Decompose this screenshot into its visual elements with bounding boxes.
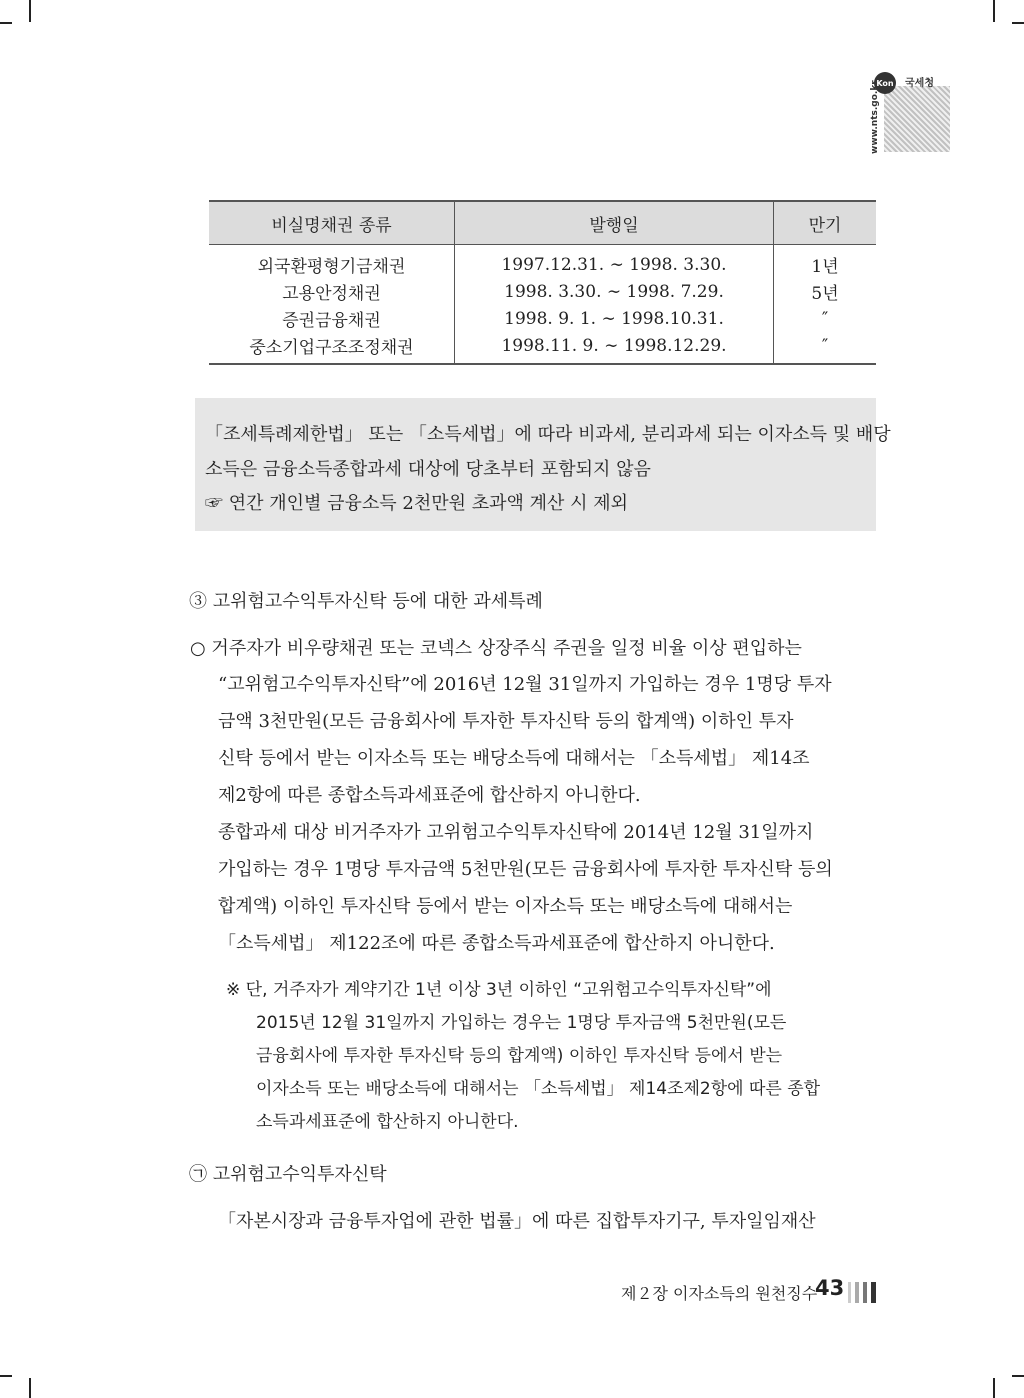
note-box <box>195 398 891 531</box>
footer-bar <box>863 1282 867 1303</box>
crop-mark <box>29 1378 31 1398</box>
crop-mark <box>0 22 12 24</box>
logo-name: 국세청 <box>905 78 934 89</box>
paragraph-line: 신탁 등에서 받는 이자소득 또는 배당소득에 대해서는 「소득세법」 제14조 <box>218 748 810 769</box>
footer-bar <box>848 1282 851 1303</box>
paragraph-line: 금액 3천만원(모든 금융회사에 투자한 투자신탁 등의 합계액) 이하인 투자 <box>218 711 794 732</box>
cell-issue-date: 1998.11. 9. ∼ 1998.12.29. <box>455 332 774 364</box>
cell-bond-type: 중소기업구조조정채권 <box>209 332 455 364</box>
remark-line: 금융회사에 투자한 투자신탁 등의 합계액) 이하인 투자신탁 등에서 받는 <box>256 1046 783 1066</box>
paragraph-line: 종합과세 대상 비거주자가 고위험고수익투자신탁에 2014년 12월 31일까지 <box>218 822 814 843</box>
remark-line: 2015년 12월 31일까지 가입하는 경우는 1명당 투자금액 5천만원(모든 <box>256 1013 787 1033</box>
paragraph-line: 「자본시장과 금융투자업에 관한 법률」에 따른 집합투자기구, 투자일임재산 <box>218 1211 816 1232</box>
logo-url: www.nts.go.kr <box>870 80 880 154</box>
table-row <box>209 278 876 305</box>
section-title: ③ 고위험고수익투자신탁 등에 대한 과세특례 <box>189 591 543 612</box>
cell-issue-date: 1998. 3.30. ∼ 1998. 7.29. <box>455 278 774 305</box>
column-header-issue-date: 발행일 <box>455 201 774 245</box>
cell-issue-date: 1998. 9. 1. ∼ 1998.10.31. <box>455 305 774 332</box>
page-number: 43 <box>815 1276 845 1300</box>
cell-maturity: 5년 <box>774 278 877 305</box>
note-line: 「조세특례제한법」 또는 「소득세법」에 따라 비과세, 분리과세 되는 이자소득 및 배당 <box>205 424 891 445</box>
footer-bar <box>871 1282 876 1303</box>
footer-bar <box>855 1282 859 1303</box>
table-row <box>209 245 876 279</box>
qr-code-image <box>884 86 950 152</box>
cell-bond-type: 외국환평형기금채권 <box>257 257 406 277</box>
paragraph-line: ○ 거주자가 비우량채권 또는 코넥스 상장주식 주권을 일정 비율 이상 편입하는 <box>190 638 802 659</box>
cell-bond-type: 증권금융채권 <box>282 311 381 331</box>
crop-mark <box>29 0 31 22</box>
table-row <box>209 305 876 332</box>
chapter-title: 제２장 이자소득의 원천징수 <box>621 1284 818 1303</box>
cell-bond-type: 고용안정채권 <box>282 284 381 304</box>
paragraph-line: 「소득세법」 제122조에 따른 종합소득과세표준에 합산하지 아니한다. <box>218 933 775 954</box>
note-line: ☞ 연간 개인별 금융소득 2천만원 초과액 계산 시 제외 <box>205 493 628 514</box>
bond-table <box>209 200 876 365</box>
cell-maturity: 1년 <box>774 245 877 279</box>
crop-mark <box>0 1375 12 1377</box>
cell-issue-date: 1997.12.31. ∼ 1998. 3.30. <box>455 245 774 279</box>
paragraph-line: “고위험고수익투자신탁”에 2016년 12월 31일까지 가입하는 경우 1명당 투자 <box>218 674 832 695</box>
column-header-bond-type: 비실명채권 종류 <box>209 201 455 245</box>
remark-line: ※ 단, 거주자가 계약기간 1년 이상 3년 이하인 “고위험고수익투자신탁”에 <box>226 980 772 1000</box>
paragraph-line: 합계액) 이하인 투자신탁 등에서 받는 이자소득 또는 배당소득에 대해서는 <box>218 896 793 917</box>
crop-mark <box>1012 1375 1024 1377</box>
crop-mark <box>993 0 995 22</box>
remark-line: 이자소득 또는 배당소득에 대해서는 「소득세법」 제14조제2항에 따른 종합 <box>256 1079 821 1099</box>
table-header-row <box>209 201 876 245</box>
cell-maturity: ″ <box>774 305 877 332</box>
subsection-title: ㉠ 고위험고수익투자신탁 <box>189 1164 387 1185</box>
crop-mark <box>993 1378 995 1398</box>
cell-maturity: ″ <box>774 332 877 364</box>
crop-mark <box>1012 22 1024 24</box>
remark-line: 소득과세표준에 합산하지 아니한다. <box>256 1112 519 1132</box>
table-row <box>209 332 876 364</box>
paragraph-line: 제2항에 따른 종합소득과세표준에 합산하지 아니한다. <box>218 785 641 806</box>
note-line: 소득은 금융소득종합과세 대상에 당초부터 포함되지 않음 <box>205 459 651 480</box>
column-header-maturity: 만기 <box>774 201 877 245</box>
nts-logo-icon: Kon <box>874 72 896 94</box>
paragraph-line: 가입하는 경우 1명당 투자금액 5천만원(모든 금융회사에 투자한 투자신탁 등의 <box>218 859 833 880</box>
